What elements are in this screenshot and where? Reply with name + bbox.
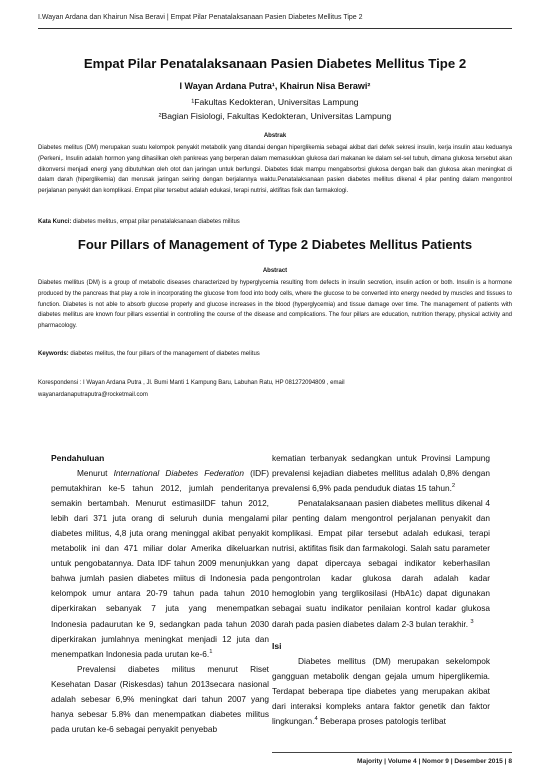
kata-kunci-label: Kata Kunci: xyxy=(38,219,72,225)
paragraph-lampung: kematian terbanyak sedangkan untuk Provinsi Lampung prevalensi kejadian diabetes mellitus adalah 0,8% dengan prevalensi 6,9% pada penduduk diatas 15 tahun.$^2$ xyxy=(272,453,490,494)
section-isi: Isi xyxy=(272,640,282,651)
keywords xyxy=(38,351,512,357)
abstract-text: Diabetes mellitus (DM) is a group of metabolic diseases characterized by hyperglycemia resulting from defects in insulin secretion, insulin action or both. Insulin is a hormone produced by the pancreas that play a role in incorporating the glucose from food into body cells, where the glucose to be converted into energy needed by muscles and tissues to function. Diabetes is not able to absorb glucose properly and glucose increases in the blood (hyperglycemia) and tissue damage over time. The management of patients with diabetes mellitus are known four pillars essential in controlling the course of the disease and complications. The four pillars are education, nutrition therapy, physical activity and pharmacology. xyxy=(38,280,512,330)
affiliation-1: ¹Fakultas Kedokteran, Universitas Lampung xyxy=(191,97,359,107)
title-indonesian: Empat Pilar Penatalaksanaan Pasien Diabetes Mellitus Tipe 2 xyxy=(83,56,467,71)
correspondence-line-1: Korespondensi : I Wayan Ardana Putra , Jl. Bumi Manti 1 Kampung Baru, Labuhan Ratu, HP 081272094809 , email xyxy=(38,380,345,386)
keywords-text: diabetes melitus, the four pillars of the management of diabetes melitus xyxy=(70,351,260,357)
title-english: Four Pillars of Management of Type 2 Diabetes Mellitus Patients xyxy=(77,237,473,252)
kata-kunci-text: diabetes melitus, empat pilar penatalaksanaan diabetes militus xyxy=(73,219,240,225)
paragraph-dm-definition: Diabetes mellitus (DM) merupakan sekelompok gangguan metabolik dengan gejala umum hiperglikemia. Terdapat beberapa tipe diabetes yang merupakan akibat dari interaksi kompleks antara faktor genetik dan faktor lingkungan.$^4$ Beberapa proses patologis terlibat xyxy=(272,655,490,726)
kata-kunci xyxy=(38,219,512,225)
footer-rule xyxy=(272,752,512,753)
running-head: I.Wayan Ardana dan Khairun Nisa Beravi | Empat Pilar Penatalaksanaan Pasien Diabetes Mellitus Tipe 2 xyxy=(38,14,363,21)
authors: I Wayan Ardana Putra¹, Khairun Nisa Berawi² xyxy=(179,81,371,91)
paragraph-idf: Menurut International Diabetes Federation (IDF) pemutakhiran ke-5 tahun 2012, jumlah penderitanya semakin bertambah. Menurut estimasiIDF tahun 2012, lebih dari 371 juta orang di seluruh dunia mengalami diabetes militus, 4,8 juta orang meninggal akibat penyakit metabolik ini dan 471 miliar dolar Amerika dikeluarkan untuk pengobatannya. Data IDF tahun 2009 menunjukkan bahwa jumlah pasien diabetes miitus di Indonesia pada kelompok umur antara 20-79 tahun pada tahun 2010 diperkirakan sebanyak 7 juta yang menempatkan Indonesia padaurutan ke 9, sedangkan pada tahun 2030 diperkirakan jumlahnya meningkat menjadi 12 juta dan menempatkan Indonesia pada urutan ke-6.$^1$ xyxy=(51,468,270,659)
abstrak-text: Diabetes melitus (DM) merupakan suatu kelompok penyakit metabolik yang ditandai dengan hiperglikemia sebagai akibat dari defek sekresi insulin, kerja insulin atau keduanya (Perkeni,. Insulin adalah hormon yang dihasilkan oleh pankreas yang berperan dalam memasukkan glukosa dari makanan ke dalam sel-sel tubuh, dimana glukosa tersebut akan dikonversi menjadi energi yang dibutuhkan oleh otot dan jaringan untuk berfungsi. Diabetes tidak mampu mengabsorbsi glukosa dengan baik dan glukosa akan meningkat di dalam darah (hiperglikemia) dan merusak jaringan seiring dengan berjalannya waktu.Penatalaksanaan pasien diabetes mellitus dikenal 4 pilar penting dalam mengontrol perjalanan penyakit dan komplikasi. Empat pilar tersebut adalah edukasi, terapi nutrisi, aktifitas fisik dan farmakologi. xyxy=(38,145,512,195)
keywords-label: Keywords: xyxy=(38,351,69,357)
paragraph-riskesdas: Prevalensi diabetes militus menurut Riset Kesehatan Dasar (Riskesdas) tahun 2013secara nasional adalah sebesar 6,9% meningkat dari tahun 2007 yang hanya sebesar 5.8% dan menempatkan diabetes militus pada urutan ke-6 sebagai penyakit penyebab xyxy=(51,663,269,734)
section-pendahuluan: Pendahuluan xyxy=(51,453,105,463)
abstrak-heading: Abstrak xyxy=(263,133,287,139)
correspondence xyxy=(38,377,512,401)
footer: Majority | Volume 4 | Nomor 9 | Desember 2015 | 8 xyxy=(357,758,512,765)
paragraph-four-pillars: Penatalaksanaan pasien diabetes mellitus dikenal 4 pilar penting dalam mengontrol perjalanan penyakit dan komplikasi. Empat pilar tersebut adalah edukasi, terapi nutrisi, aktifitas fisik dan farmakologi. Salah satu parameter yang dapat dipercaya sebagai indikator keberhasilan pengontrolan kadar glukosa darah adalah kadar hemoglobin yang terglikosilasi (HbA1c) dapat digunakan sebagai suatu indikator penilaian kontrol kadar glukosa darah pada pasien diabetes dalam 2-3 bulan terakhir. $^3$ xyxy=(272,498,490,629)
right-column xyxy=(272,451,490,729)
abstract-heading: Abstract xyxy=(262,268,288,274)
affiliation-2: ²Bagian Fisiologi, Fakultas Kedokteran, Universitas Lampung xyxy=(158,111,392,121)
header-rule xyxy=(38,28,512,29)
left-column xyxy=(51,451,269,737)
correspondence-email: wayanardanaputraputra@rocketmail.com xyxy=(38,392,148,398)
